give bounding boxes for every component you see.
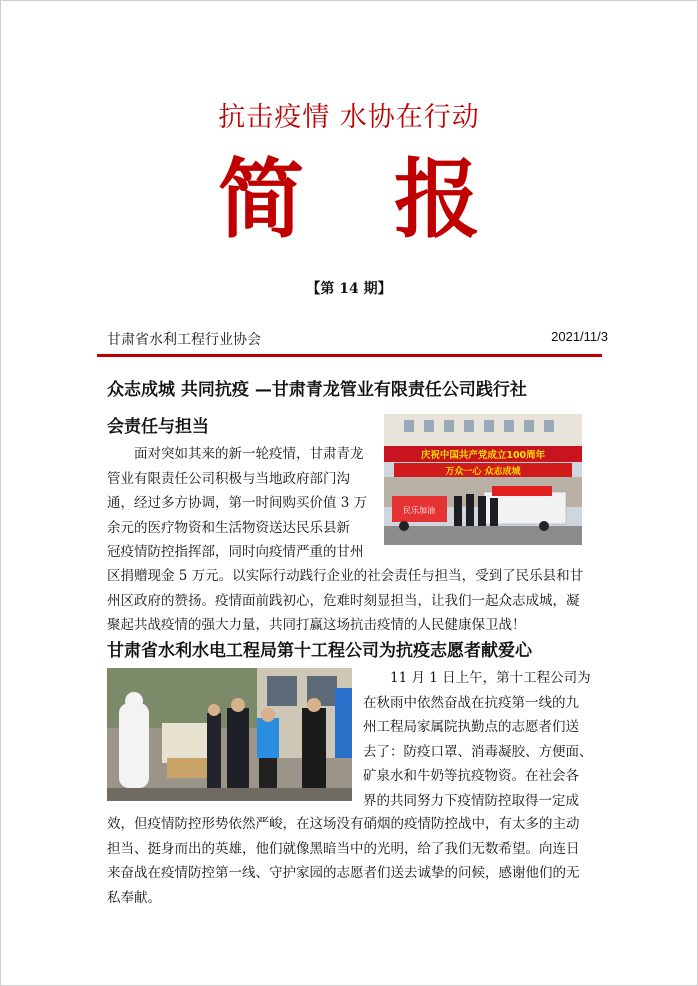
subtitle: 抗击疫情 水协在行动 bbox=[218, 102, 480, 133]
text-line: 私奉献。 bbox=[107, 889, 161, 906]
text-line: 界的共同努力下疫情防控取得一定成 bbox=[363, 792, 579, 809]
article2-photo bbox=[107, 668, 352, 801]
page-title: 简报 bbox=[218, 149, 570, 250]
article1-photo bbox=[384, 414, 582, 545]
article1-body-wide bbox=[107, 564, 595, 638]
text-line: 区捐赠现金 5 万元。以实际行动践行企业的社会责任与担当，受到了民乐县和甘 bbox=[107, 568, 584, 584]
text-line: 通，经过多方协调，第一时间购买价值 3 万 bbox=[107, 495, 368, 511]
donation-ceremony-image bbox=[384, 414, 582, 545]
text-line: 冠疫情防控指挥部，同时向疫情严重的甘州 bbox=[107, 544, 364, 560]
text-line: 去了：防疫口罩、消毒凝胶、方便面、 bbox=[363, 743, 593, 760]
header-divider bbox=[97, 354, 602, 357]
text-line: 州工程局家属院执勤点的志愿者们送 bbox=[363, 719, 579, 735]
article1-title-line1: 众志成城 共同抗疫 —甘肃青龙管业有限责任公司践行社 bbox=[107, 380, 527, 400]
article2-title: 甘肃省水利水电工程局第十工程公司为抗疫志愿者献爱心 bbox=[107, 641, 532, 661]
text-line: 在秋雨中依然奋战在抗疫第一线的九 bbox=[363, 694, 579, 711]
text-line: 面对突如其来的新一轮疫情，甘肃青龙 bbox=[134, 446, 364, 462]
article1-body-narrow bbox=[107, 442, 375, 565]
text-line: 矿泉水和牛奶等抗疫物资。在社会各 bbox=[363, 768, 579, 784]
text-line: 效，但疫情防控形势依然严峻，在这场没有硝烟的疫情防控战中，有太多的主动 bbox=[107, 816, 580, 832]
text-line: 来奋战在疫情防控第一线、守护家园的志愿者们送去诚挚的问候，感谢他们的无 bbox=[107, 865, 580, 881]
text-line: 聚起共战疫情的强大力量，共同打赢这场抗击疫情的人民健康保卫战！ bbox=[107, 617, 526, 633]
article2-body-narrow bbox=[363, 666, 605, 813]
text-line: 管业有限责任公司积极与当地政府部门沟 bbox=[107, 470, 350, 487]
banner-top-text: 庆祝中国共产党成立100周年 bbox=[420, 450, 546, 461]
text-line: 担当、挺身而出的英雄，他们就像黑暗当中的光明，给了我们无数希望。向连日 bbox=[107, 840, 580, 857]
article2-body-wide bbox=[107, 812, 595, 910]
text-line: 余元的医疗物资和生活物资送达民乐县新 bbox=[107, 519, 350, 536]
organization-name: 甘肃省水利工程行业协会 bbox=[107, 332, 261, 348]
volunteers-image bbox=[107, 668, 352, 801]
banner-bottom-text: 万众一心 众志成城 bbox=[445, 467, 521, 477]
article1-title-line2: 会责任与担当 bbox=[107, 417, 209, 437]
text-line: 11 月 1 日上午，第十工程公司为 bbox=[390, 670, 591, 686]
publish-date: 2021/11/3 bbox=[551, 329, 608, 344]
truck-label: 民乐加油 bbox=[403, 506, 435, 515]
issue-number: 【第 14 期】 bbox=[306, 281, 392, 297]
text-line: 州区政府的赞扬。疫情面前践初心，危难时刻显担当，让我们一起众志成城，凝 bbox=[107, 592, 580, 609]
